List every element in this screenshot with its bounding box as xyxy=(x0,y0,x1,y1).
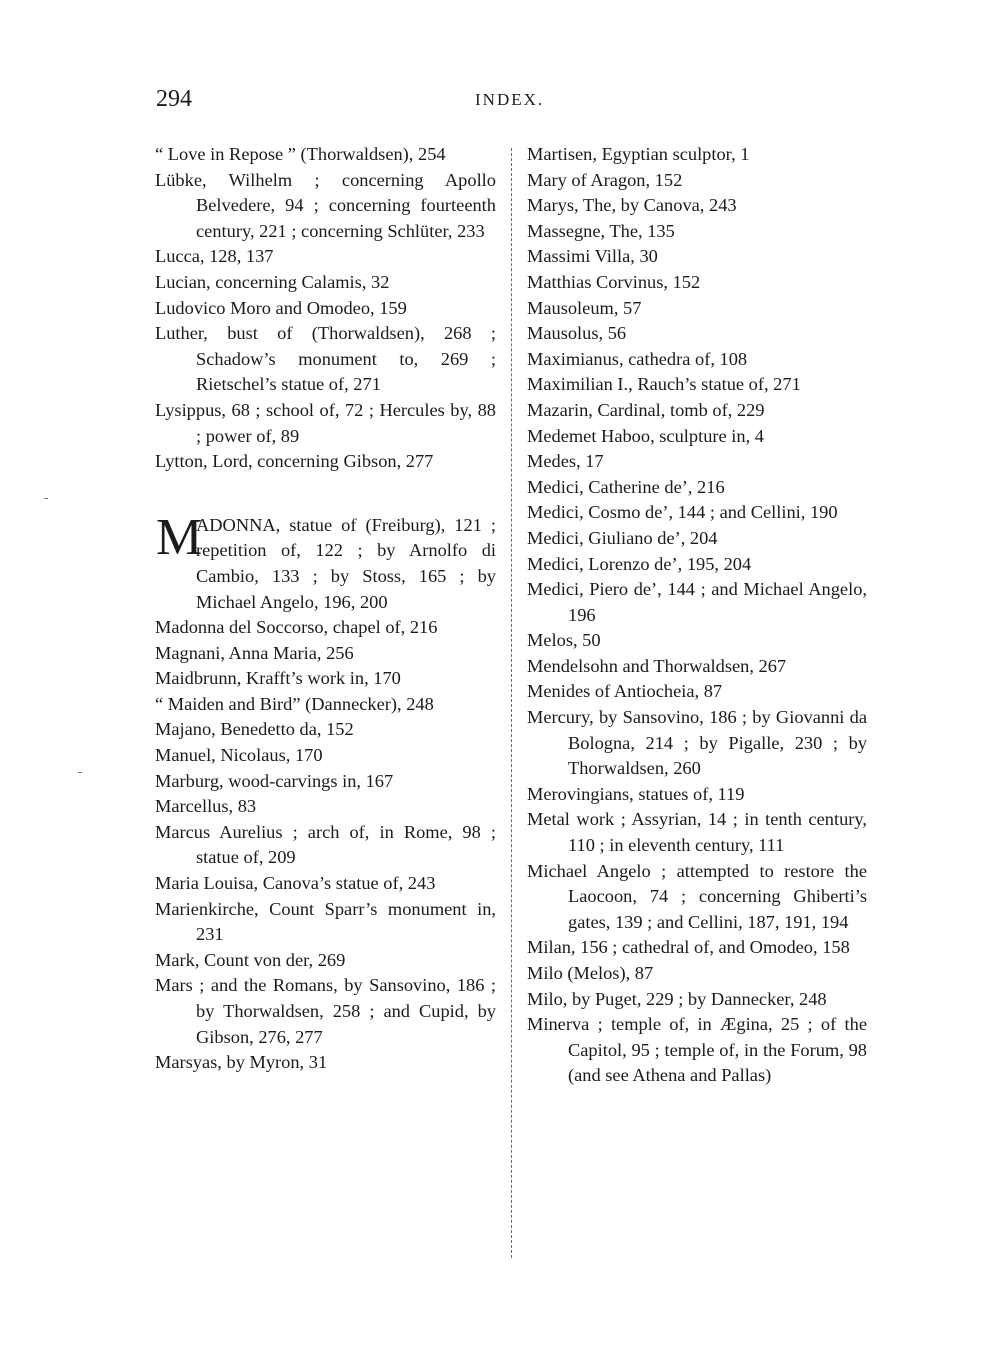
index-entry: Mazarin, Cardinal, tomb of, 229 xyxy=(527,399,765,420)
index-entry: Massegne, The, 135 xyxy=(527,220,675,241)
index-entry: Medici, Giuliano de’, 204 xyxy=(527,527,718,548)
index-entry: Maximianus, cathedra of, 108 xyxy=(527,348,748,369)
index-entry: “ Maiden and Bird” (Dannecker), 248 xyxy=(155,693,434,714)
index-entry: Menides of Antiocheia, 87 xyxy=(527,681,723,702)
margin-speck xyxy=(78,772,82,773)
index-entry: Maximilian I., Rauch’s statue of, 271 xyxy=(527,374,801,395)
index-entry: Madonna del Soccorso, chapel of, 216 xyxy=(155,617,438,638)
index-entry: Medici, Catherine de’, 216 xyxy=(527,476,725,497)
index-entry: Maidbrunn, Krafft’s work in, 170 xyxy=(155,668,401,689)
index-entry: Mendelsohn and Thorwaldsen, 267 xyxy=(527,655,787,676)
index-entry: Mercury, by Sansovino, 186 ; by Giovanni da Bologna, 214 ; by Pigalle, 230 ; by Thorwaldsen, 260 xyxy=(527,707,867,779)
section-gap xyxy=(155,475,496,513)
index-entry: Maria Louisa, Canova’s statue of, 243 xyxy=(155,873,436,894)
index-entry: Mars ; and the Romans, by Sansovino, 186 ; by Thorwaldsen, 258 ; and Cupid, by Gibson, 276, 277 xyxy=(155,975,496,1047)
index-entry: Matthias Corvinus, 152 xyxy=(527,271,701,292)
index-entry: Marys, The, by Canova, 243 xyxy=(527,195,737,216)
dropcap-entry xyxy=(155,508,496,615)
index-entry: Medici, Cosmo de’, 144 ; and Cellini, 190 xyxy=(527,502,838,523)
index-entry: Manuel, Nicolaus, 170 xyxy=(155,745,323,766)
dropcap-entry-text: ADONNA, statue of (Freiburg), 121 ; repetition of, 122 ; by Arnolfo di Cambio, 133 ; by Stoss, 165 ; by Michael Angelo, 196, 200 xyxy=(196,514,496,612)
index-entry: Marcellus, 83 xyxy=(155,796,257,817)
index-entry: Medes, 17 xyxy=(527,451,604,472)
running-head: INDEX. xyxy=(475,90,545,109)
index-entry: Martisen, Egyptian sculptor, 1 xyxy=(527,144,750,164)
index-entry: Lübke, Wilhelm ; concerning Apollo Belvedere, 94 ; concerning fourteenth century, 221 ; concerning Schlüter, 233 xyxy=(155,169,496,241)
index-entry: Merovingians, statues of, 119 xyxy=(527,783,745,804)
column-divider xyxy=(511,148,512,1258)
index-entry: Medici, Lorenzo de’, 195, 204 xyxy=(527,553,752,574)
page-number: 294 xyxy=(156,86,192,112)
drop-cap-letter: M xyxy=(156,508,203,566)
index-entry: Lucca, 128, 137 xyxy=(155,246,274,267)
index-entry: Majano, Benedetto da, 152 xyxy=(155,719,354,740)
index-entry: Lysippus, 68 ; school of, 72 ; Hercules by, 88 ; power of, 89 xyxy=(155,399,496,446)
index-entry: Melos, 50 xyxy=(527,630,601,651)
index-entry: Magnani, Anna Maria, 256 xyxy=(155,642,354,663)
index-entry: Luther, bust of (Thorwaldsen), 268 ; Schadow’s monument to, 269 ; Rietschel’s statue of, 271 xyxy=(155,323,496,395)
margin-speck xyxy=(44,498,48,499)
index-entry: Minerva ; temple of, in Ægina, 25 ; of the Capitol, 95 ; temple of, in the Forum, 98 (and see Athena and Pallas) xyxy=(527,1014,867,1086)
index-entry: Mark, Count von der, 269 xyxy=(155,949,346,970)
index-entry: Medemet Haboo, sculpture in, 4 xyxy=(527,425,764,446)
index-entry: Medici, Piero de’, 144 ; and Michael Angelo, 196 xyxy=(527,579,867,625)
left-index-column xyxy=(155,142,496,1076)
index-entry: Milo, by Puget, 229 ; by Dannecker, 248 xyxy=(527,988,827,1009)
index-entry: Mausoleum, 57 xyxy=(527,297,642,318)
index-entry: Marsyas, by Myron, 31 xyxy=(155,1052,328,1073)
index-entry: Mary of Aragon, 152 xyxy=(527,169,683,190)
index-entry: Massimi Villa, 30 xyxy=(527,246,658,267)
index-entry: Milan, 156 ; cathedral of, and Omodeo, 158 xyxy=(527,937,850,958)
index-entry: Marcus Aurelius ; arch of, in Rome, 98 ; statue of, 209 xyxy=(155,821,496,868)
index-entry: Mausolus, 56 xyxy=(527,323,627,344)
index-entry: Marburg, wood-carvings in, 167 xyxy=(155,770,394,791)
right-index-column xyxy=(527,142,867,1089)
index-entry: Lytton, Lord, concerning Gibson, 277 xyxy=(155,451,434,472)
index-entry: Michael Angelo ; attempted to restore the Laocoon, 74 ; concerning Ghiberti’s gates, 139 ; and Cellini, 187, 191, 194 xyxy=(527,860,867,932)
index-entry: “ Love in Repose ” (Thorwaldsen), 254 xyxy=(155,144,446,164)
index-entry: Milo (Melos), 87 xyxy=(527,963,654,983)
index-entry: Ludovico Moro and Omodeo, 159 xyxy=(155,297,407,318)
index-entry: Lucian, concerning Calamis, 32 xyxy=(155,271,390,292)
index-entry: Marienkirche, Count Sparr’s monument in, 231 xyxy=(155,898,496,945)
index-entry: Metal work ; Assyrian, 14 ; in tenth century, 110 ; in eleventh century, 111 xyxy=(527,809,867,856)
